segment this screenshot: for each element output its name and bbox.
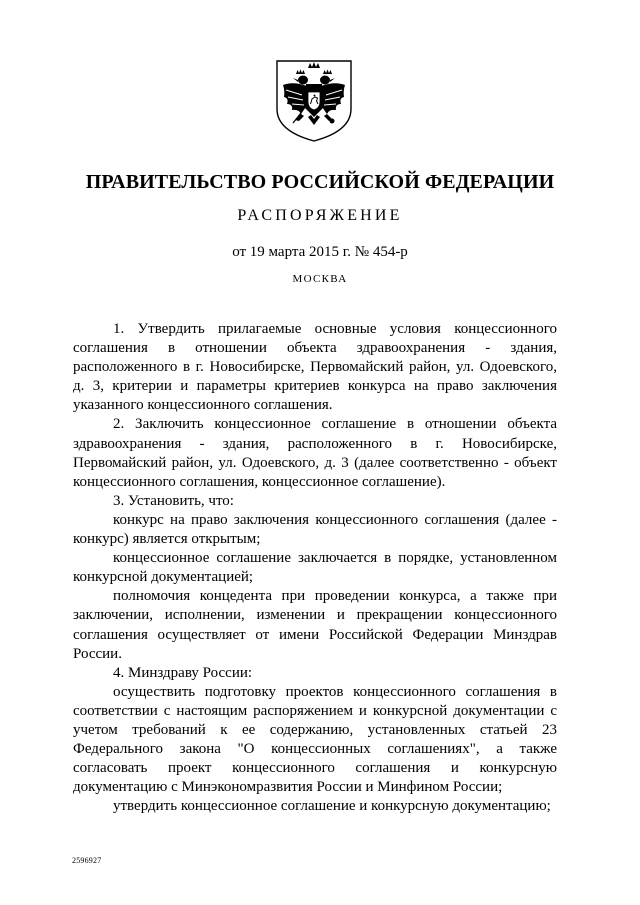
footer-document-code: 2596927 <box>72 856 102 865</box>
paragraph: полномочия концедента при проведении конкурса, а также при заключении, исполнении, изменении и прекращении концессионного соглашения осуществляет от имени Российской Федерации Минздрав России. <box>73 588 557 662</box>
paragraph: 3. Установить, что: <box>113 492 234 509</box>
paragraph: утвердить концессионное соглашение и конкурсную документацию; <box>113 798 551 815</box>
russian-coat-of-arms-icon <box>271 57 357 143</box>
document-date-number: от 19 марта 2015 г. № 454-р <box>232 244 408 260</box>
document-body <box>73 320 557 816</box>
paragraph: 2. Заключить концессионное соглашение в отношении объекта здравоохранения - здания, расположенного в г. Новосибирске, Первомайский район, ул. Одоевского, д. 3 (далее соответственно - объект концессионного соглашения, концессионное соглашение). <box>73 416 557 490</box>
paragraph: концессионное соглашение заключается в порядке, установленном конкурсной документацией; <box>73 550 557 586</box>
government-title: ПРАВИТЕЛЬСТВО РОССИЙСКОЙ ФЕДЕРАЦИИ <box>85 171 555 193</box>
paragraph: 1. Утвердить прилагаемые основные условия концессионного соглашения в отношении объекта здравоохранения - здания, расположенного в г. Новосибирске, Первомайский район, ул. Одоевского, д. 3, критерии и параметры критериев конкурса на право заключения указанного концессионного соглашения. <box>73 321 557 414</box>
document-city: МОСКВА <box>292 273 348 285</box>
paragraph: 4. Минздраву России: <box>113 664 253 681</box>
paragraph: конкурс на право заключения концессионного соглашения (далее - конкурс) является открытым; <box>73 511 557 548</box>
document-type: РАСПОРЯЖЕНИЕ <box>237 207 403 224</box>
paragraph: осуществить подготовку проектов концессионного соглашения в соответствии с настоящим распоряжением и конкурсной документации с учетом требований к ее содержанию, установленных статьей 23 Федерального закона "О концессионных соглашениях", а также согласовать проект концессионного соглашения и конкурсную документацию с Минэкономразвития России и Минфином России; <box>73 683 557 796</box>
